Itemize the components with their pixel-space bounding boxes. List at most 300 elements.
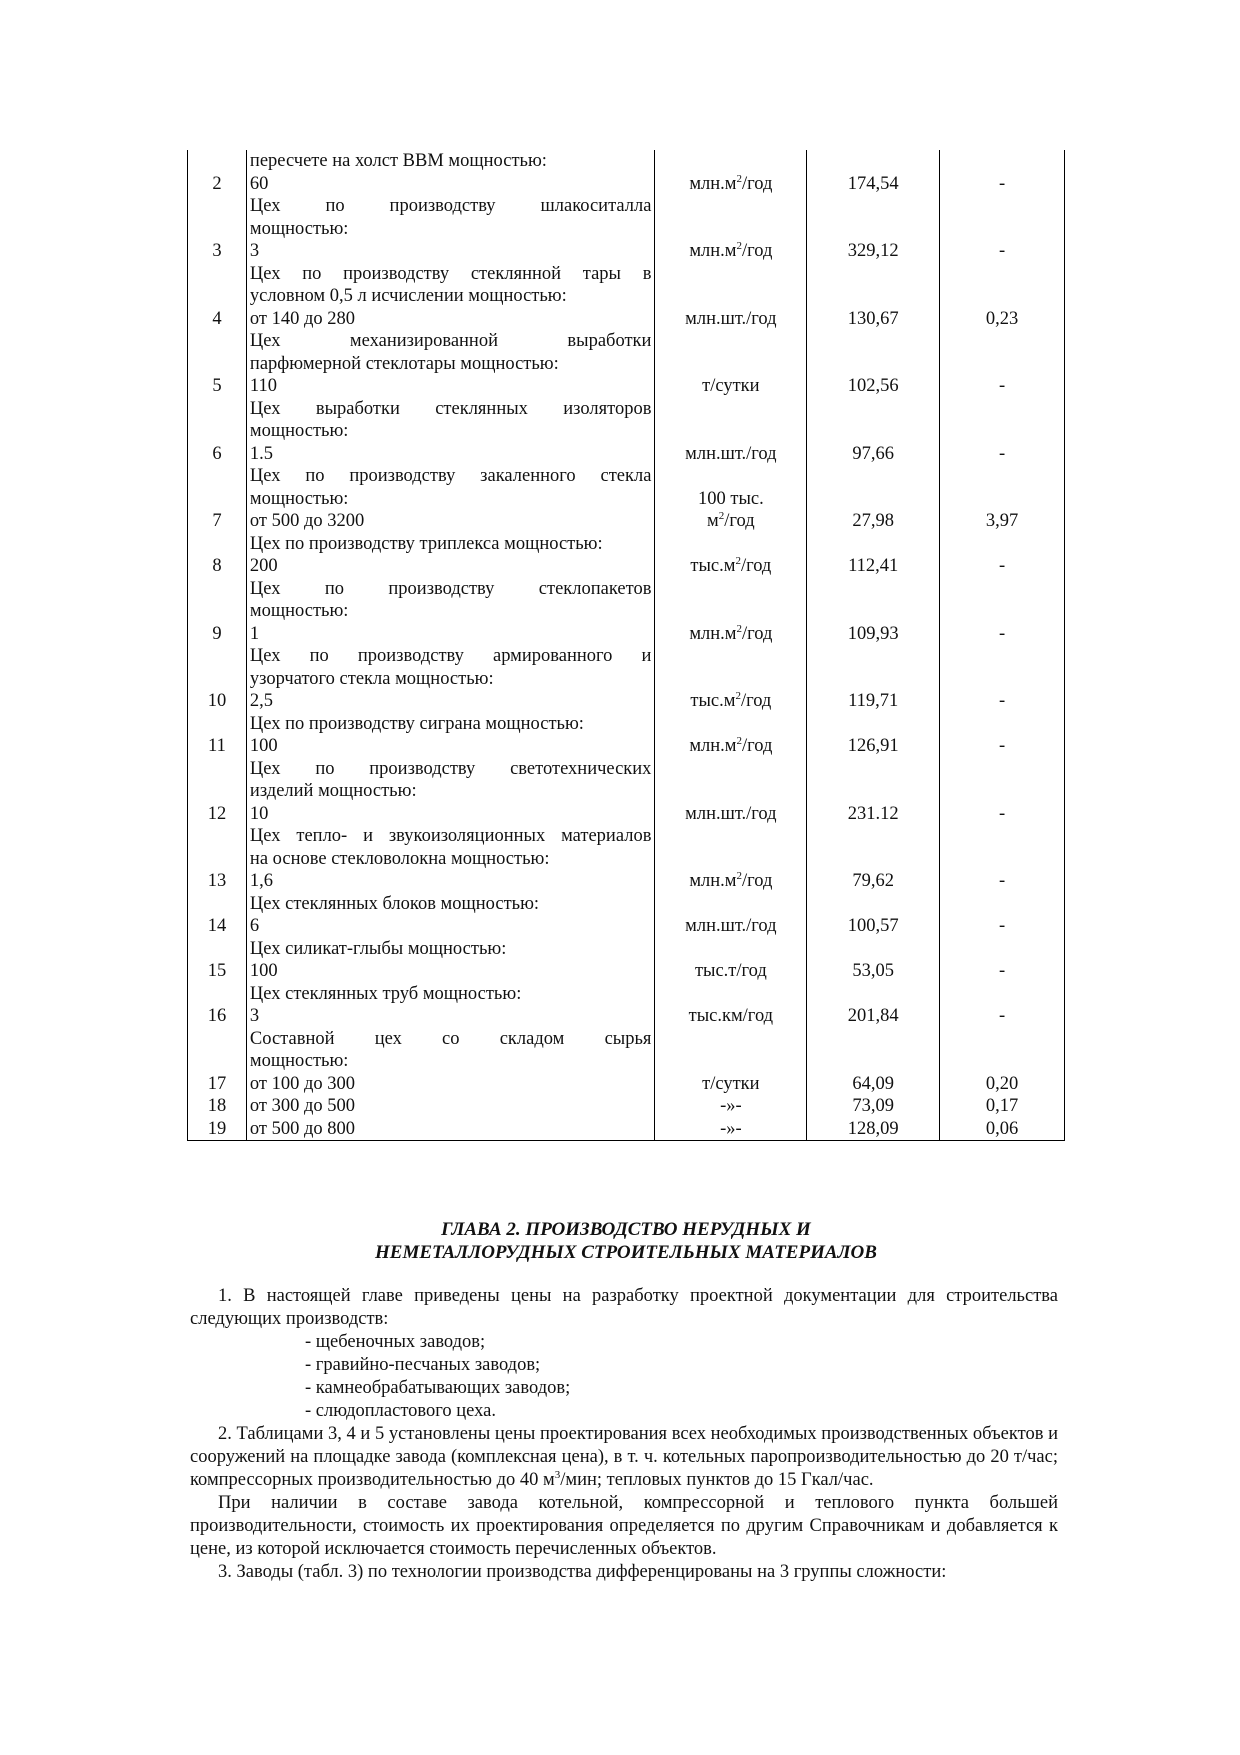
capacity-cell: [246, 1118, 655, 1141]
name-cell: [246, 465, 655, 488]
price-b-cell: [940, 353, 1065, 376]
unit-value: тыс.т/год: [694, 961, 767, 981]
unit-cell: [655, 285, 807, 308]
item-name-line: изделий мощностью:: [249, 781, 417, 801]
row-number: 18: [207, 1096, 227, 1116]
row-number-cell: [188, 735, 247, 758]
unit-cell: [655, 173, 807, 196]
row-number-cell: [188, 240, 247, 263]
unit-superscript: 2: [736, 869, 742, 882]
row-number-cell: [188, 173, 247, 196]
unit-cell: [655, 870, 807, 893]
item-name-line: на основе стекловолокна мощностью:: [249, 848, 550, 869]
row-number-cell: [188, 1005, 247, 1028]
name-cell: [246, 1028, 655, 1051]
price-a-cell: [807, 330, 940, 353]
price-b-cell: [940, 623, 1065, 646]
price-a-cell: [807, 420, 940, 443]
price-a-cell: [807, 623, 940, 646]
price-a-value: 97,66: [852, 443, 895, 464]
table-row: [188, 1050, 1065, 1073]
price-b-cell: [940, 870, 1065, 893]
price-b-cell: [940, 375, 1065, 398]
table-row: [188, 780, 1065, 803]
capacity-value: 10: [249, 803, 269, 824]
table-row: [188, 893, 1065, 916]
table-row: [188, 465, 1065, 488]
price-a-cell: [807, 938, 940, 961]
row-number-cell: [188, 578, 247, 601]
unit-value: млн.м: [689, 871, 737, 891]
price-a-value: 79,62: [852, 871, 895, 891]
unit-superscript: 2: [736, 734, 742, 747]
price-a-cell: [807, 735, 940, 758]
name-cell: [246, 353, 655, 376]
item-name-line: Цех по производству сиграна мощностью:: [249, 713, 584, 734]
price-a-cell: [807, 893, 940, 916]
unit-cell: [655, 195, 807, 218]
price-a-value: 73,09: [852, 1096, 895, 1116]
table-row: [188, 758, 1065, 781]
name-cell: [246, 263, 655, 286]
price-a-cell: [807, 150, 940, 173]
name-cell: [246, 218, 655, 241]
table-row: [188, 195, 1065, 218]
unit-value: млн.м: [689, 736, 737, 756]
row-number-cell: [188, 690, 247, 713]
price-b-cell: [940, 308, 1065, 331]
unit-value: млн.шт./год: [685, 916, 777, 936]
unit-value: тыс.км/год: [688, 1006, 774, 1026]
unit-cell: [655, 915, 807, 938]
price-b-value: -: [998, 1006, 1006, 1026]
unit-cell: [655, 623, 807, 646]
item-name-line: Цех тепло- и звукоизоляционных материалов: [249, 826, 652, 846]
row-number-cell: [188, 443, 247, 466]
unit-cell: [655, 600, 807, 623]
unit-cell: [655, 645, 807, 668]
table-row: [188, 375, 1065, 398]
unit-suffix: /год: [741, 241, 773, 261]
name-cell: [246, 983, 655, 1006]
table-row: [188, 938, 1065, 961]
price-b-cell: [940, 330, 1065, 353]
table-row: [188, 735, 1065, 758]
row-number-cell: [188, 330, 247, 353]
unit-cell: [655, 578, 807, 601]
price-b-cell: [940, 195, 1065, 218]
unit-suffix: /год: [741, 173, 773, 194]
price-a-cell: [807, 1073, 940, 1096]
table-row: [188, 848, 1065, 871]
name-cell: [246, 848, 655, 871]
unit-cell: [655, 263, 807, 286]
name-cell: [246, 533, 655, 556]
unit-suffix: /год: [741, 623, 773, 644]
row-number-cell: [188, 308, 247, 331]
item-name-line: парфюмерной стеклотары мощностью:: [249, 353, 559, 374]
table-row: [188, 1028, 1065, 1051]
price-b-value: 0,20: [985, 1073, 1019, 1094]
unit-cell: [655, 465, 807, 488]
table-row: [188, 1095, 1065, 1118]
unit-cell: [655, 330, 807, 353]
price-a-value: 112,41: [848, 556, 899, 576]
price-b-cell: [940, 668, 1065, 691]
price-b-value: -: [998, 803, 1006, 824]
capacity-cell: [246, 1073, 655, 1096]
item-name-line: Цех по производству стеклопакетов: [249, 578, 652, 599]
item-name-line: Составной цех со складом сырья: [249, 1028, 652, 1049]
item-name-line: Цех по производству армированного и: [249, 646, 652, 666]
body-text: [190, 1285, 1058, 1584]
row-number: 19: [207, 1118, 227, 1139]
unit-cell: [655, 735, 807, 758]
row-number: 5: [212, 376, 222, 396]
unit-cell: [655, 488, 807, 511]
capacity-cell: [246, 870, 655, 893]
table-row: [188, 803, 1065, 826]
list-item: - щебеночных заводов;: [305, 1332, 486, 1352]
price-b-cell: [940, 758, 1065, 781]
price-a-cell: [807, 780, 940, 803]
row-number-cell: [188, 353, 247, 376]
price-a-cell: [807, 488, 940, 511]
unit-cell: [655, 803, 807, 826]
price-b-cell: [940, 645, 1065, 668]
table-row: [188, 690, 1065, 713]
price-b-cell: [940, 1095, 1065, 1118]
name-cell: [246, 713, 655, 736]
row-number-cell: [188, 555, 247, 578]
unit-cell: [655, 848, 807, 871]
price-a-cell: [807, 510, 940, 533]
price-a-cell: [807, 353, 940, 376]
price-a-cell: [807, 848, 940, 871]
chapter-title: [187, 1218, 1065, 1264]
name-cell: [246, 893, 655, 916]
unit-suffix: /год: [741, 736, 773, 756]
unit-cell: [655, 218, 807, 241]
price-b-cell: [940, 488, 1065, 511]
row-number-cell: [188, 1118, 247, 1141]
item-name-line: пересчете на холст ВВМ мощностью:: [249, 151, 547, 171]
name-cell: [246, 600, 655, 623]
price-a-cell: [807, 983, 940, 1006]
price-a-cell: [807, 578, 940, 601]
row-number: 13: [207, 871, 227, 891]
table-row: [188, 330, 1065, 353]
name-cell: [246, 285, 655, 308]
table-row: [188, 825, 1065, 848]
table-row: [188, 533, 1065, 556]
table-row: [188, 915, 1065, 938]
price-b-cell: [940, 555, 1065, 578]
table-row: [188, 150, 1065, 173]
price-b-value: -: [998, 376, 1006, 396]
name-cell: [246, 330, 655, 353]
row-number: 2: [212, 173, 222, 194]
price-a-value: 53,05: [852, 961, 895, 981]
row-number-cell: [188, 848, 247, 871]
unit-value: млн.шт./год: [685, 803, 777, 824]
price-table-body: [188, 150, 1065, 1141]
row-number: 6: [212, 443, 222, 464]
item-name-line: Цех по производству стеклянной тары в: [249, 263, 652, 284]
table-row: [188, 645, 1065, 668]
capacity-value: 100: [249, 736, 278, 756]
price-b-cell: [940, 893, 1065, 916]
price-b-cell: [940, 510, 1065, 533]
capacity-value: от 500 до 800: [249, 1118, 356, 1139]
name-cell: [246, 668, 655, 691]
price-a-cell: [807, 308, 940, 331]
unit-cell: [655, 555, 807, 578]
capacity-value: 6: [249, 916, 260, 936]
table-row: [188, 218, 1065, 241]
table-row: [188, 240, 1065, 263]
capacity-value: от 100 до 300: [249, 1073, 356, 1094]
price-b-cell: [940, 1005, 1065, 1028]
price-b-cell: [940, 803, 1065, 826]
capacity-value: 1,6: [249, 871, 274, 891]
price-a-cell: [807, 240, 940, 263]
capacity-value: от 140 до 280: [249, 308, 356, 329]
paragraph-1: 1. В настоящей главе приведены цены на разработку проектной документации для строительства следующих производств:: [190, 1286, 1058, 1329]
row-number-cell: [188, 938, 247, 961]
table-row: [188, 488, 1065, 511]
price-a-cell: [807, 803, 940, 826]
unit-cell: [655, 1028, 807, 1051]
price-b-value: -: [998, 241, 1006, 261]
capacity-value: 1: [249, 623, 260, 644]
item-name-line: условном 0,5 л исчислении мощностью:: [249, 286, 567, 306]
row-number-cell: [188, 758, 247, 781]
price-a-cell: [807, 645, 940, 668]
name-cell: [246, 758, 655, 781]
table-row: [188, 983, 1065, 1006]
row-number: 9: [212, 623, 222, 644]
row-number: 17: [207, 1073, 227, 1094]
price-b-cell: [940, 218, 1065, 241]
name-cell: [246, 1050, 655, 1073]
price-a-cell: [807, 443, 940, 466]
unit-superscript: 2: [735, 554, 741, 567]
paragraph-2-superscript: 3: [554, 1468, 561, 1481]
price-a-value: 130,67: [847, 308, 899, 329]
price-b-cell: [940, 398, 1065, 421]
price-b-cell: [940, 1073, 1065, 1096]
paragraph-2: [190, 1423, 1058, 1492]
unit-cell: [655, 443, 807, 466]
capacity-value: 110: [249, 376, 277, 396]
row-number: 10: [207, 691, 227, 711]
capacity-cell: [246, 173, 655, 196]
price-b-cell: [940, 420, 1065, 443]
price-b-cell: [940, 600, 1065, 623]
row-number: 11: [208, 736, 226, 756]
unit-prefix: 100 тыс.: [697, 488, 764, 509]
table-row: [188, 285, 1065, 308]
price-b-cell: [940, 285, 1065, 308]
price-a-cell: [807, 870, 940, 893]
paragraph-2-part-b: /мин; тепловых пунктов до 15 Гкал/час.: [560, 1470, 874, 1490]
unit-cell: [655, 1095, 807, 1118]
unit-superscript: 2: [736, 239, 742, 252]
paragraph-4: 3. Заводы (табл. 3) по технологии производства дифференцированы на 3 группы сложности:: [218, 1562, 947, 1582]
capacity-cell: [246, 510, 655, 533]
unit-cell: [655, 353, 807, 376]
unit-value: млн.м: [689, 241, 737, 261]
unit-value: млн.шт./год: [685, 443, 777, 464]
price-b-cell: [940, 915, 1065, 938]
price-b-value: 0,17: [985, 1096, 1019, 1116]
table-row: [188, 308, 1065, 331]
price-a-cell: [807, 375, 940, 398]
price-a-value: 231.12: [847, 803, 899, 824]
price-a-value: 100,57: [847, 916, 899, 936]
capacity-value: 200: [249, 556, 278, 576]
price-b-cell: [940, 960, 1065, 983]
name-cell: [246, 420, 655, 443]
row-number-cell: [188, 983, 247, 1006]
row-number-cell: [188, 668, 247, 691]
price-b-cell: [940, 1050, 1065, 1073]
price-b-cell: [940, 465, 1065, 488]
row-number-cell: [188, 623, 247, 646]
unit-suffix: /год: [741, 871, 773, 891]
table-row: [188, 1118, 1065, 1141]
price-b-cell: [940, 533, 1065, 556]
unit-superscript: 2: [718, 509, 725, 522]
price-b-cell: [940, 735, 1065, 758]
price-b-cell: [940, 1028, 1065, 1051]
price-b-value: -: [998, 443, 1006, 464]
unit-suffix: /год: [740, 691, 772, 711]
table-row: [188, 1005, 1065, 1028]
row-number-cell: [188, 1095, 247, 1118]
price-a-cell: [807, 555, 940, 578]
item-name-line: мощностью:: [249, 421, 349, 441]
price-b-value: -: [998, 916, 1006, 936]
price-a-value: 126,91: [847, 736, 899, 756]
row-number-cell: [188, 398, 247, 421]
capacity-value: 3: [249, 241, 260, 261]
unit-cell: [655, 533, 807, 556]
list-item: - слюдопластового цеха.: [305, 1401, 496, 1421]
price-b-value: -: [998, 623, 1006, 644]
row-number-cell: [188, 893, 247, 916]
unit-suffix: /год: [724, 511, 755, 531]
unit-cell: [655, 893, 807, 916]
unit-cell: [655, 713, 807, 736]
table-row: [188, 623, 1065, 646]
price-a-cell: [807, 668, 940, 691]
unit-value: т/сутки: [702, 1073, 760, 1094]
unit-cell: [655, 938, 807, 961]
table-row: [188, 555, 1065, 578]
row-number-cell: [188, 645, 247, 668]
unit-cell: [655, 510, 807, 533]
row-number-cell: [188, 915, 247, 938]
name-cell: [246, 645, 655, 668]
table-row: [188, 263, 1065, 286]
price-a-cell: [807, 218, 940, 241]
item-name-line: Цех стеклянных труб мощностью:: [249, 983, 522, 1004]
capacity-cell: [246, 690, 655, 713]
row-number-cell: [188, 195, 247, 218]
capacity-value: 1.5: [249, 443, 274, 464]
row-number-cell: [188, 150, 247, 173]
table-row: [188, 960, 1065, 983]
table-row: [188, 600, 1065, 623]
item-name-line: Цех по производству светотехнических: [249, 758, 652, 779]
unit-value: млн.м: [689, 173, 737, 194]
unit-cell: [655, 780, 807, 803]
price-b-cell: [940, 263, 1065, 286]
capacity-value: 100: [249, 961, 278, 981]
table-row: [188, 870, 1065, 893]
row-number: 12: [207, 803, 227, 824]
row-number: 3: [212, 241, 222, 261]
table-row: [188, 173, 1065, 196]
table-row: [188, 398, 1065, 421]
row-number-cell: [188, 488, 247, 511]
list-item: - камнеобрабатывающих заводов;: [305, 1378, 571, 1398]
price-b-cell: [940, 578, 1065, 601]
price-b-cell: [940, 825, 1065, 848]
price-b-value: -: [998, 736, 1006, 756]
table-row: [188, 443, 1065, 466]
item-name-line: Цех механизированной выработки: [249, 331, 652, 351]
row-number-cell: [188, 780, 247, 803]
unit-cell: [655, 690, 807, 713]
price-b-cell: [940, 150, 1065, 173]
price-b-value: 3,97: [985, 511, 1019, 531]
unit-value: м: [707, 511, 719, 531]
price-b-value: -: [998, 173, 1006, 194]
row-number-cell: [188, 375, 247, 398]
price-a-cell: [807, 1118, 940, 1141]
unit-cell: [655, 308, 807, 331]
price-a-cell: [807, 1028, 940, 1051]
capacity-cell: [246, 915, 655, 938]
row-number-cell: [188, 420, 247, 443]
price-b-cell: [940, 713, 1065, 736]
price-a-value: 174,54: [847, 173, 899, 194]
row-number-cell: [188, 870, 247, 893]
unit-cell: [655, 398, 807, 421]
price-b-value: -: [998, 691, 1006, 711]
row-number-cell: [188, 510, 247, 533]
price-a-cell: [807, 465, 940, 488]
capacity-cell: [246, 1005, 655, 1028]
capacity-cell: [246, 623, 655, 646]
unit-cell: [655, 668, 807, 691]
name-cell: [246, 488, 655, 511]
row-number-cell: [188, 465, 247, 488]
row-number: 15: [207, 961, 227, 981]
price-a-cell: [807, 960, 940, 983]
row-number-cell: [188, 533, 247, 556]
name-cell: [246, 825, 655, 848]
item-name-line: мощностью:: [249, 218, 349, 239]
item-name-line: Цех по производству триплекса мощностью:: [249, 533, 603, 554]
row-number-cell: [188, 803, 247, 826]
row-number-cell: [188, 600, 247, 623]
price-a-cell: [807, 398, 940, 421]
unit-value: т/сутки: [702, 376, 760, 396]
